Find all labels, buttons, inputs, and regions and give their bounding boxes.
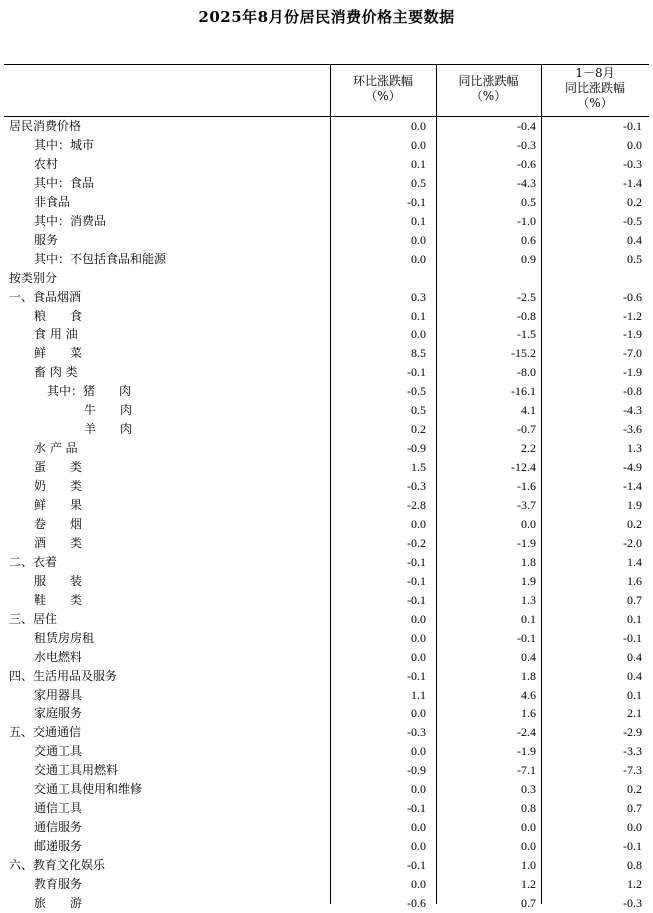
value-yoy: -2.4 [517, 725, 536, 740]
value-ytd: 0.4 [627, 668, 642, 683]
value-yoy: -8.0 [517, 365, 536, 380]
row-label: 其中：食品 [34, 175, 95, 190]
value-yoy: 0.1 [521, 611, 536, 626]
value-ytd: 1.2 [627, 877, 642, 891]
value-yoy: -16.1 [511, 384, 536, 399]
value-ytd: 0.4 [627, 232, 642, 247]
row-label: 教育服务 [34, 877, 83, 891]
table-row [4, 553, 649, 572]
value-ytd: 0.2 [627, 516, 642, 531]
row-label: 交通工具使用和维修 [34, 782, 143, 797]
table-row [4, 269, 649, 288]
value-ytd: -2.9 [623, 725, 642, 740]
row-label: 二、衣着 [9, 554, 58, 569]
value-yoy: -2.5 [517, 289, 536, 304]
table-row [4, 155, 649, 174]
row-label: 畜 肉 类 [34, 365, 78, 380]
value-mom: -0.6 [407, 895, 426, 910]
value-yoy: -0.3 [517, 137, 536, 152]
value-mom: 0.0 [411, 327, 426, 342]
value-mom: -0.1 [407, 554, 426, 569]
value-yoy: 0.0 [521, 839, 536, 854]
table-row [4, 704, 649, 723]
value-yoy: 1.3 [521, 592, 536, 607]
value-ytd: 0.2 [627, 782, 642, 797]
row-label: 农村 [34, 156, 59, 171]
row-label: 其中：消费品 [34, 213, 107, 228]
table-row [4, 761, 649, 780]
row-label: 非食品 [34, 194, 71, 209]
header-yoy-line1: 同比涨跌幅 [458, 74, 519, 88]
table-row [4, 382, 649, 401]
value-mom: 0.0 [411, 137, 426, 152]
value-mom: 0.0 [411, 119, 426, 133]
row-label: 牛 肉 [84, 403, 133, 418]
value-mom: -0.2 [407, 535, 426, 550]
table-row [4, 458, 649, 477]
value-yoy: -7.1 [517, 763, 536, 778]
header-mom [330, 74, 436, 104]
value-mom: 0.0 [411, 706, 426, 721]
row-label: 一、食品烟酒 [9, 289, 82, 304]
value-ytd: -0.3 [623, 895, 642, 910]
value-ytd: -2.0 [623, 535, 642, 550]
value-ytd: 0.0 [627, 820, 642, 835]
table-row [4, 193, 649, 212]
table-row [4, 363, 649, 382]
value-yoy: -0.4 [517, 119, 536, 133]
value-ytd: 0.2 [627, 194, 642, 209]
row-label: 食 用 油 [34, 327, 78, 342]
value-ytd: -0.1 [623, 839, 642, 854]
value-mom: 1.1 [411, 687, 426, 702]
table-row [4, 136, 649, 155]
row-label: 鞋 类 [34, 592, 83, 607]
value-yoy: 0.3 [521, 782, 536, 797]
table-row [4, 420, 649, 439]
value-ytd: -3.6 [623, 422, 642, 437]
row-label: 羊 肉 [84, 422, 133, 437]
row-label: 其中：猪 肉 [47, 384, 132, 399]
value-yoy: -4.3 [517, 175, 536, 190]
value-yoy: 0.7 [521, 895, 536, 910]
table-row [4, 250, 649, 269]
value-ytd: -4.9 [623, 460, 642, 475]
table-row [4, 117, 649, 136]
header-mom-line2: （%） [365, 89, 401, 103]
value-mom: 0.5 [411, 403, 426, 418]
value-mom: 0.0 [411, 649, 426, 664]
table-row [4, 818, 649, 837]
value-ytd: 0.5 [627, 251, 642, 266]
row-label: 邮递服务 [34, 839, 83, 854]
value-mom: -0.1 [407, 668, 426, 683]
value-ytd: 2.1 [627, 706, 642, 721]
value-yoy: -15.2 [511, 346, 536, 361]
value-yoy: 0.8 [521, 801, 536, 816]
header-yoy [436, 74, 541, 104]
value-mom: -0.5 [407, 384, 426, 399]
value-mom: -0.3 [407, 725, 426, 740]
value-mom: -2.8 [407, 498, 426, 512]
table-row [4, 307, 649, 326]
value-ytd: -0.1 [623, 630, 642, 645]
value-mom: 0.0 [411, 782, 426, 797]
table-row [4, 875, 649, 894]
value-mom: -0.9 [407, 441, 426, 456]
table-row [4, 894, 649, 913]
value-ytd: -1.4 [623, 479, 642, 494]
row-label: 居民消费价格 [9, 119, 82, 133]
value-mom: 0.0 [411, 611, 426, 626]
table-row [4, 742, 649, 761]
table-row [4, 534, 649, 553]
value-mom: -0.3 [407, 479, 426, 494]
page-title: 2025年8月份居民消费价格主要数据 [198, 8, 455, 26]
value-yoy: 2.2 [521, 441, 536, 456]
table-row [4, 515, 649, 534]
value-yoy: -1.0 [517, 213, 536, 228]
table-row [4, 837, 649, 856]
value-ytd: -0.1 [623, 119, 642, 133]
value-mom: -0.1 [407, 194, 426, 209]
table-row [4, 174, 649, 193]
row-label: 水 产 品 [34, 441, 78, 456]
value-mom: 0.1 [411, 308, 426, 323]
value-yoy: 0.4 [521, 649, 536, 664]
value-ytd: 1.4 [627, 554, 642, 569]
value-mom: -0.1 [407, 573, 426, 588]
value-mom: 0.1 [411, 156, 426, 171]
value-yoy: -12.4 [511, 460, 536, 475]
value-mom: 0.5 [411, 175, 426, 190]
value-ytd: 0.1 [627, 611, 642, 626]
value-yoy: 0.0 [521, 820, 536, 835]
value-yoy: -1.9 [517, 744, 536, 759]
value-mom: -0.9 [407, 763, 426, 778]
header-yoy-line2: （%） [470, 89, 507, 103]
row-label: 旅 游 [34, 895, 83, 910]
row-label: 六、教育文化娱乐 [9, 858, 106, 873]
row-label: 卷 烟 [34, 516, 83, 531]
row-label: 粮 食 [34, 308, 83, 323]
value-yoy: 0.0 [521, 516, 536, 531]
value-yoy: 1.0 [521, 858, 536, 873]
value-yoy: 1.6 [521, 706, 536, 721]
row-label: 五、交通通信 [9, 725, 82, 740]
table-row [4, 780, 649, 799]
value-ytd: 1.6 [627, 573, 642, 588]
table-row [4, 439, 649, 458]
value-yoy: -0.7 [517, 422, 536, 437]
value-mom: -0.1 [407, 801, 426, 816]
value-mom: 0.0 [411, 744, 426, 759]
row-label: 酒 类 [34, 535, 83, 550]
table-row [4, 401, 649, 420]
row-label: 按类别分 [9, 270, 58, 285]
value-yoy: 1.9 [521, 573, 536, 588]
value-mom: 0.3 [411, 289, 426, 304]
table-row [4, 667, 649, 686]
table-row [4, 648, 649, 667]
value-ytd: 1.3 [627, 441, 642, 456]
value-ytd: -0.3 [623, 156, 642, 171]
row-label: 交通工具 [34, 744, 83, 759]
value-yoy: 1.8 [521, 554, 536, 569]
value-ytd: 0.7 [627, 592, 642, 607]
value-yoy: 0.6 [521, 232, 536, 247]
value-mom: 0.0 [411, 839, 426, 854]
value-mom: 0.0 [411, 232, 426, 247]
row-label: 家用器具 [34, 687, 83, 702]
value-mom: -0.1 [407, 592, 426, 607]
value-ytd: 0.7 [627, 801, 642, 816]
row-label: 四、生活用品及服务 [9, 668, 118, 683]
table-top-rule [4, 64, 649, 65]
value-mom: 0.2 [411, 422, 426, 437]
row-label: 服务 [34, 232, 59, 247]
table-row [4, 344, 649, 363]
row-label: 奶 类 [34, 479, 83, 494]
value-mom: -0.1 [407, 858, 426, 873]
row-label: 服 装 [34, 573, 83, 588]
row-label: 家庭服务 [34, 706, 83, 721]
table-row [4, 610, 649, 629]
value-ytd: 0.8 [627, 858, 642, 873]
value-ytd: -7.3 [623, 763, 642, 778]
value-ytd: -7.0 [623, 346, 642, 361]
value-yoy: -1.9 [517, 535, 536, 550]
value-yoy: 0.5 [521, 194, 536, 209]
table-row [4, 686, 649, 705]
value-ytd: -1.4 [623, 175, 642, 190]
row-label: 交通工具用燃料 [34, 763, 119, 778]
value-yoy: 0.9 [521, 251, 536, 266]
header-ytd-line3: （%） [577, 96, 613, 110]
value-ytd: -0.5 [623, 213, 642, 228]
header-ytd [541, 66, 649, 111]
table-row [4, 288, 649, 307]
table-row [4, 723, 649, 742]
value-ytd: 0.0 [627, 137, 642, 152]
value-mom: 1.5 [411, 460, 426, 475]
value-yoy: -0.6 [517, 156, 536, 171]
table-row [4, 231, 649, 250]
value-yoy: -1.6 [517, 479, 536, 494]
value-ytd: 0.4 [627, 649, 642, 664]
value-yoy: -1.5 [517, 327, 536, 342]
header-ytd-line2: 同比涨跌幅 [564, 81, 625, 95]
value-ytd: -0.8 [623, 384, 642, 399]
value-mom: 0.0 [411, 820, 426, 835]
value-ytd: -0.6 [623, 289, 642, 304]
value-yoy: 1.8 [521, 668, 536, 683]
value-mom: 8.5 [411, 346, 426, 361]
header-mom-line1: 环比涨跌幅 [352, 74, 413, 88]
value-ytd: -1.9 [623, 365, 642, 380]
table-row [4, 629, 649, 648]
row-label: 水电燃料 [34, 649, 83, 664]
row-label: 蛋 类 [34, 460, 83, 475]
value-mom: 0.0 [411, 251, 426, 266]
row-label: 鲜 菜 [34, 346, 83, 361]
value-mom: 0.0 [411, 630, 426, 645]
value-ytd: -3.3 [623, 744, 642, 759]
row-label: 通信服务 [34, 820, 83, 835]
table-row [4, 496, 649, 515]
table-row [4, 477, 649, 496]
table-row [4, 325, 649, 344]
value-ytd: -1.9 [623, 327, 642, 342]
value-yoy: -0.8 [517, 308, 536, 323]
table-row [4, 572, 649, 591]
row-label: 租赁房房租 [34, 630, 95, 645]
value-yoy: -0.1 [517, 630, 536, 645]
value-ytd: 0.1 [627, 687, 642, 702]
value-ytd: -1.2 [623, 308, 642, 323]
table-row [4, 212, 649, 231]
row-label: 三、居住 [9, 611, 58, 626]
table-row [4, 856, 649, 875]
row-label: 通信工具 [34, 801, 83, 816]
value-mom: 0.1 [411, 213, 426, 228]
row-label: 其中：不包括食品和能源 [34, 251, 167, 266]
value-mom: 0.0 [411, 877, 426, 891]
table-row [4, 591, 649, 610]
header-ytd-line1: 1－8月 [575, 66, 615, 80]
value-yoy: 4.1 [521, 403, 536, 418]
value-yoy: 4.6 [521, 687, 536, 702]
value-ytd: -4.3 [623, 403, 642, 418]
row-label: 其中：城市 [34, 137, 95, 152]
value-ytd: 1.9 [627, 498, 642, 512]
value-mom: -0.1 [407, 365, 426, 380]
table-row [4, 799, 649, 818]
value-mom: 0.0 [411, 516, 426, 531]
value-yoy: -3.7 [517, 498, 536, 512]
row-label: 鲜 果 [34, 498, 83, 512]
value-yoy: 1.2 [521, 877, 536, 891]
